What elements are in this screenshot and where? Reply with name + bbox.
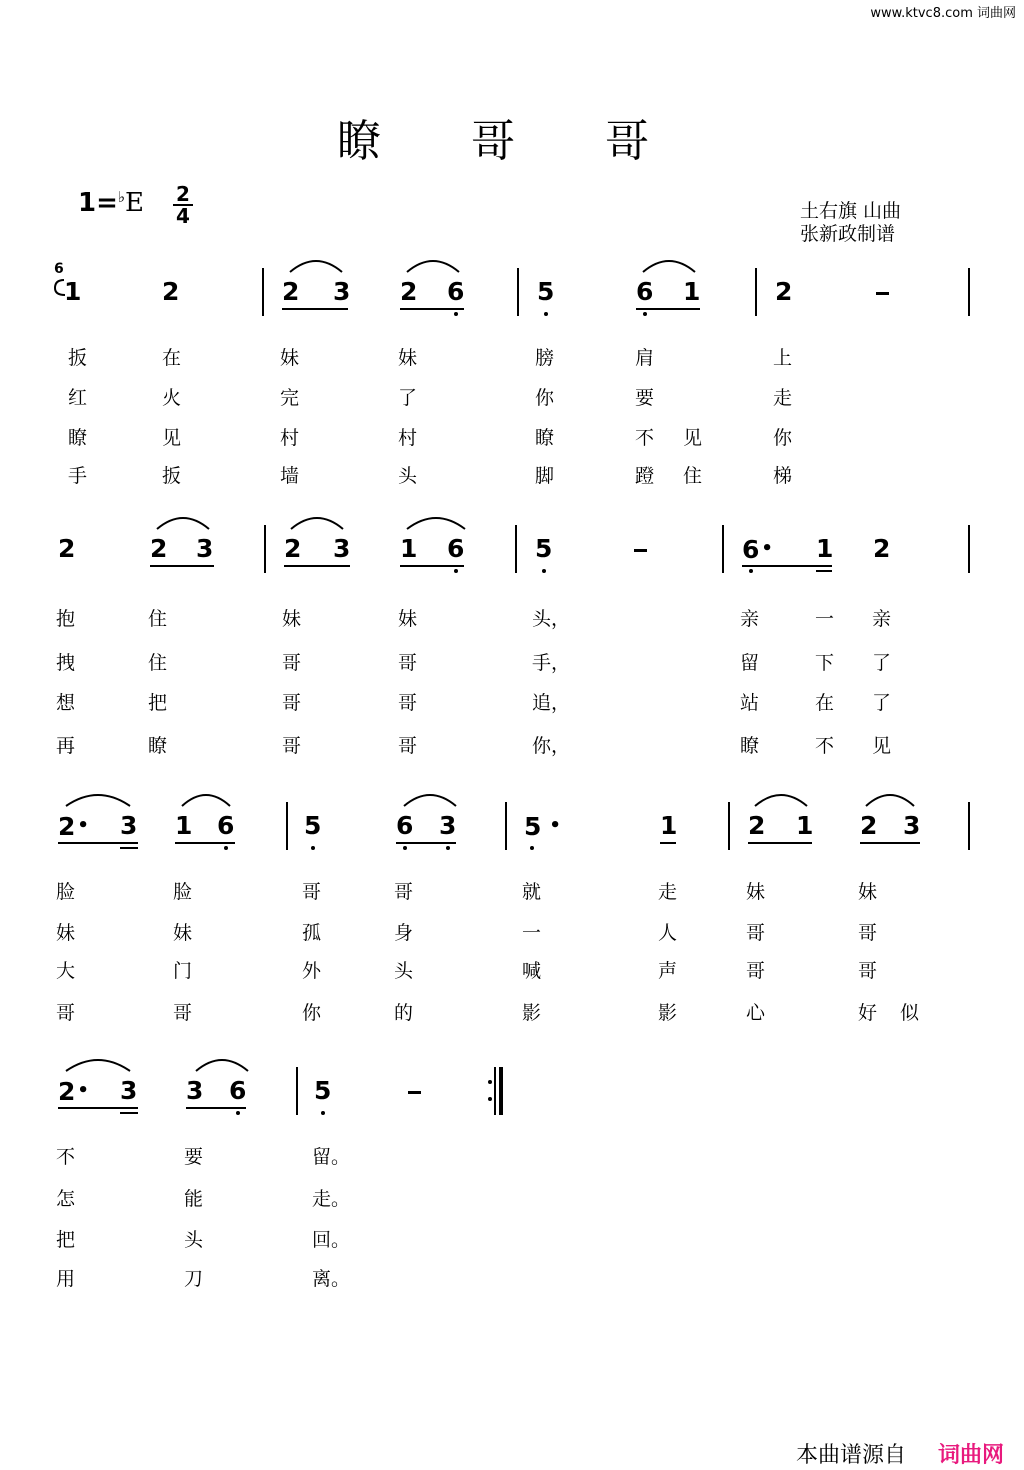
lyric: 扳	[162, 465, 182, 487]
lyric: 头，	[532, 608, 571, 630]
lyric: 留	[740, 652, 760, 674]
lyric: 想	[56, 692, 76, 714]
lyric: 追，	[532, 692, 571, 714]
lyric: 的	[394, 1002, 414, 1024]
beam	[282, 308, 348, 310]
lyric: 瞭	[68, 427, 88, 449]
note: 3	[333, 277, 351, 306]
beam	[860, 842, 920, 844]
lyric: 蹬	[635, 465, 655, 487]
lyric: 哥	[282, 735, 302, 757]
lyric: 哥	[282, 692, 302, 714]
barline	[968, 525, 970, 573]
lyric: 头	[394, 960, 414, 982]
note: 5 •	[524, 811, 561, 842]
beam	[58, 1107, 138, 1109]
note: 2 •	[58, 812, 89, 841]
lyric: 妹	[173, 922, 193, 944]
lyric: 完	[280, 387, 300, 409]
barline	[515, 525, 517, 573]
lyric: 身	[394, 922, 414, 944]
site-link[interactable]: 词曲网	[937, 1443, 1004, 1468]
slur	[288, 256, 344, 274]
lyric: 手，	[532, 652, 571, 674]
lyric: 住	[148, 608, 168, 630]
lyric: 哥	[398, 652, 418, 674]
lyric: 站	[740, 692, 760, 714]
note: 6 •	[742, 534, 773, 565]
lyric: 把	[56, 1229, 76, 1251]
note: 6	[217, 811, 234, 841]
lyric: 妹	[398, 347, 418, 369]
lyric: 脚	[535, 465, 555, 487]
note: 6	[447, 277, 464, 307]
lyric: 村	[280, 427, 300, 449]
note: 1	[64, 277, 82, 306]
lyric: 红	[68, 387, 88, 409]
credit-arranger: 张新政制谱	[800, 223, 896, 245]
note: 2	[284, 534, 302, 563]
lyric: 你	[302, 1002, 322, 1024]
slur	[194, 1055, 250, 1073]
lyric: 哥	[398, 735, 418, 757]
slur	[405, 256, 461, 274]
lyric: 扳	[68, 347, 88, 369]
lyric: 影	[522, 1002, 542, 1024]
barline	[755, 268, 757, 316]
lyric: 心	[746, 1002, 766, 1024]
lyric: 要	[635, 387, 655, 409]
lyric: 脸	[173, 881, 193, 903]
lyric: 哥	[302, 881, 322, 903]
slur	[64, 790, 132, 808]
lyric: 在	[162, 347, 182, 369]
beam	[396, 842, 456, 844]
note: 1	[796, 811, 814, 840]
note: 6	[396, 811, 413, 841]
lyric: 膀	[535, 347, 555, 369]
note: 3	[196, 534, 214, 563]
beam	[58, 842, 138, 844]
note: 1	[683, 277, 701, 306]
lyric: 孤	[302, 922, 322, 944]
time-signature	[172, 184, 194, 226]
lyric: 不	[815, 735, 835, 757]
note: 2	[150, 534, 168, 563]
beam	[816, 570, 832, 572]
lyric: 把	[148, 692, 168, 714]
lyric: 你	[773, 427, 793, 449]
lyric: 一	[815, 608, 835, 630]
lyric: 再	[56, 735, 76, 757]
lyric: 你，	[532, 735, 571, 757]
lyric: 上	[773, 347, 793, 369]
lyric: 瞭	[740, 735, 760, 757]
lyric: 外	[302, 960, 322, 982]
lyric: 妹	[56, 922, 76, 944]
barline	[296, 1067, 298, 1115]
lyric: 走。	[312, 1188, 351, 1210]
note: 2	[748, 811, 766, 840]
slur	[180, 790, 232, 808]
note: 2	[58, 534, 76, 563]
note: 6	[447, 534, 464, 564]
extension-dash	[408, 1091, 421, 1094]
note: 3	[903, 811, 921, 840]
lyric: 门	[173, 960, 193, 982]
lyric: 瞭	[148, 735, 168, 757]
lyric: 似	[900, 1002, 920, 1024]
note: 5	[304, 811, 321, 841]
lyric: 下	[815, 652, 835, 674]
slur	[864, 790, 916, 808]
lyric: 妹	[280, 347, 300, 369]
lyric: 梯	[773, 465, 793, 487]
extension-dash	[634, 549, 647, 552]
flat-sign: ♭	[117, 188, 125, 206]
lyric: 见	[683, 427, 703, 449]
lyric: 能	[184, 1188, 204, 1210]
slur	[402, 790, 458, 808]
extension-dash	[876, 292, 889, 295]
source-text: 本曲谱源自	[795, 1443, 906, 1468]
lyric: 刀	[184, 1268, 204, 1290]
beam	[120, 847, 138, 849]
lyric: 在	[815, 692, 835, 714]
lyric: 就	[522, 881, 542, 903]
note: 3	[333, 534, 351, 563]
note: 3	[120, 811, 138, 840]
key-signature	[78, 188, 144, 218]
beam	[175, 842, 235, 844]
beam	[660, 842, 676, 844]
lyric: 住	[683, 465, 703, 487]
lyric: 哥	[394, 881, 414, 903]
lyric: 哥	[858, 960, 878, 982]
repeat-barline-thin	[494, 1067, 496, 1115]
barline	[722, 525, 724, 573]
barline	[262, 268, 264, 316]
lyric: 了	[398, 387, 418, 409]
lyric: 离。	[312, 1268, 351, 1290]
note: 6	[229, 1076, 246, 1106]
beam	[636, 308, 700, 310]
lyric: 亲	[740, 608, 760, 630]
lyric: 住	[148, 652, 168, 674]
slur	[64, 1055, 132, 1073]
barline	[728, 802, 730, 850]
lyric: 好	[858, 1002, 878, 1024]
slur	[155, 513, 211, 531]
repeat-barline-thick	[499, 1067, 503, 1115]
watermark: www.ktvc8.com 词曲网	[870, 6, 1016, 21]
lyric: 脸	[56, 881, 76, 903]
barline	[286, 802, 288, 850]
page-title: 瞭 哥 哥	[337, 116, 687, 167]
note: 5	[535, 534, 552, 564]
note: 2	[162, 277, 180, 306]
lyric: 哥	[173, 1002, 193, 1024]
lyric: 见	[872, 735, 892, 757]
key-prefix: 1=	[78, 188, 118, 218]
lyric: 回。	[312, 1229, 351, 1251]
note: 3	[120, 1076, 138, 1105]
lyric: 火	[162, 387, 182, 409]
repeat-dot	[488, 1080, 492, 1084]
lyric: 村	[398, 427, 418, 449]
lyric: 怎	[56, 1188, 76, 1210]
lyric: 不	[635, 427, 655, 449]
lyric: 哥	[858, 922, 878, 944]
lyric: 走	[773, 387, 793, 409]
lyric: 妹	[398, 608, 418, 630]
lyric: 头	[184, 1229, 204, 1251]
lyric: 见	[162, 427, 182, 449]
lyric: 大	[56, 960, 76, 982]
beam	[400, 308, 464, 310]
lyric: 不	[56, 1146, 76, 1168]
time-top: 2	[176, 182, 190, 206]
beam	[186, 1107, 246, 1109]
beam	[284, 565, 350, 567]
lyric: 要	[184, 1146, 204, 1168]
note: 2	[860, 811, 878, 840]
lyric: 肩	[635, 347, 655, 369]
lyric: 走	[658, 881, 678, 903]
slur	[405, 513, 467, 531]
lyric: 了	[872, 652, 892, 674]
lyric: 妹	[858, 881, 878, 903]
note: 5	[537, 277, 554, 307]
note: 1	[400, 534, 418, 563]
barline	[968, 802, 970, 850]
lyric: 瞭	[535, 427, 555, 449]
slur	[289, 513, 345, 531]
beam	[748, 842, 812, 844]
barline	[505, 802, 507, 850]
key-letter: E	[124, 188, 144, 218]
slur	[753, 790, 809, 808]
note: 1	[816, 534, 834, 563]
slur	[641, 256, 697, 274]
lyric: 一	[522, 922, 542, 944]
note: 2	[400, 277, 418, 306]
lyric: 墙	[280, 465, 300, 487]
note: 2	[282, 277, 300, 306]
time-bottom: 4	[176, 204, 190, 228]
lyric: 妹	[282, 608, 302, 630]
note: 2 •	[58, 1077, 89, 1106]
note: 1	[175, 811, 193, 840]
lyric: 影	[658, 1002, 678, 1024]
note: 6	[636, 277, 653, 307]
barline	[264, 525, 266, 573]
lyric: 亲	[872, 608, 892, 630]
beam	[120, 1112, 138, 1114]
beam	[742, 565, 832, 567]
repeat-dot	[488, 1097, 492, 1101]
lyric: 哥	[282, 652, 302, 674]
note: 5	[314, 1076, 331, 1106]
note: 2	[873, 534, 891, 563]
beam	[400, 565, 464, 567]
beam	[150, 565, 214, 567]
lyric: 哥	[398, 692, 418, 714]
lyric: 哥	[746, 922, 766, 944]
lyric: 拽	[56, 652, 76, 674]
lyric: 抱	[56, 608, 76, 630]
barline	[517, 268, 519, 316]
lyric: 声	[658, 960, 678, 982]
lyric: 人	[658, 922, 678, 944]
lyric: 妹	[746, 881, 766, 903]
barline	[968, 268, 970, 316]
credit-origin: 土右旗 山曲	[800, 200, 902, 222]
note: 1	[660, 811, 678, 840]
lyric: 用	[56, 1268, 76, 1290]
lyric: 哥	[56, 1002, 76, 1024]
grace-note: 6	[54, 261, 64, 277]
lyric: 喊	[522, 960, 542, 982]
lyric: 手	[68, 465, 88, 487]
lyric: 头	[398, 465, 418, 487]
lyric: 了	[872, 692, 892, 714]
lyric: 你	[535, 387, 555, 409]
note: 2	[775, 277, 793, 306]
lyric: 哥	[746, 960, 766, 982]
note: 3	[186, 1076, 204, 1105]
note: 3	[439, 811, 456, 841]
lyric: 留。	[312, 1146, 351, 1168]
